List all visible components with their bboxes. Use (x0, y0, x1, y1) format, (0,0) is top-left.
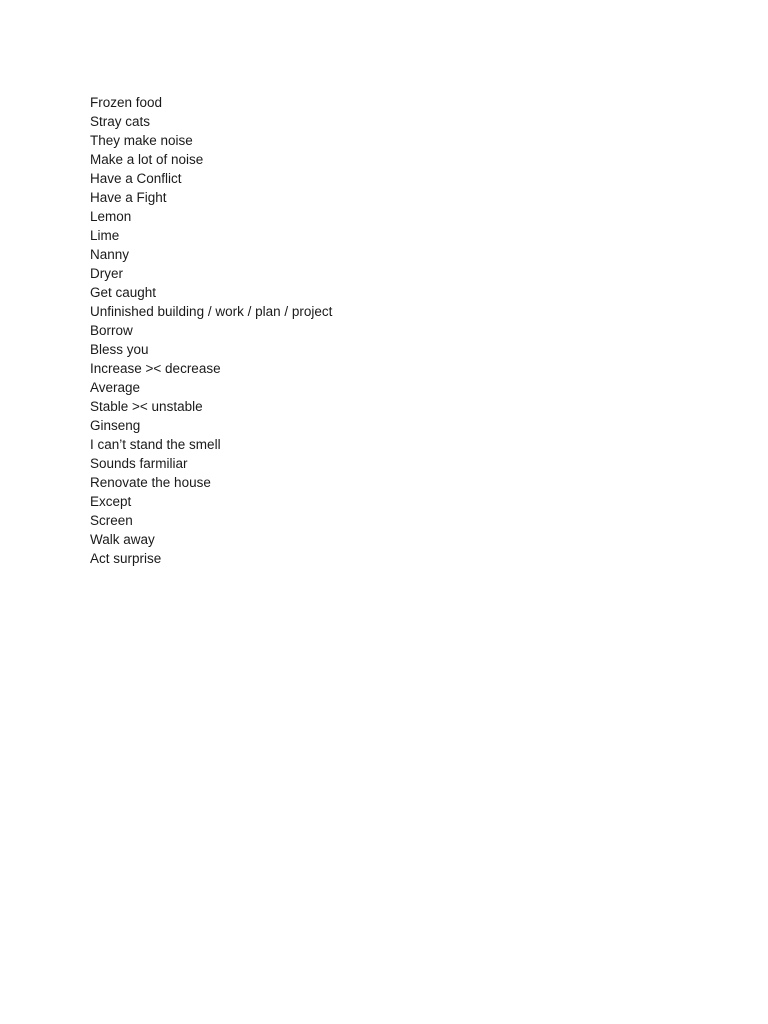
list-item: Have a Conflict (90, 171, 182, 186)
list-item: Increase >< decrease (90, 361, 221, 376)
list-item: Stray cats (90, 114, 151, 129)
list-item: Nanny (90, 247, 130, 262)
list-item: Lemon (90, 209, 132, 224)
list-item: Get caught (90, 285, 157, 300)
list-item: Make a lot of noise (90, 152, 204, 167)
list-item: Borrow (90, 323, 133, 338)
list-item: Renovate the house (90, 475, 211, 490)
list-item: Walk away (90, 532, 155, 547)
list-item: Act surprise (90, 551, 162, 566)
list-item: They make noise (90, 133, 193, 148)
list-item: Bless you (90, 342, 149, 357)
list-item: Stable >< unstable (90, 399, 203, 414)
list-item: Have a Fight (90, 190, 167, 205)
list-item: Frozen food (90, 95, 163, 110)
list-item: I can’t stand the smell (90, 437, 221, 452)
list-item: Dryer (90, 266, 123, 281)
list-item: Screen (90, 513, 133, 528)
list-item: Average (90, 380, 141, 395)
list-item: Sounds farmiliar (90, 456, 188, 471)
list-item: Lime (90, 228, 120, 243)
vocabulary-list (90, 93, 332, 568)
list-item: Ginseng (90, 418, 141, 433)
list-item: Except (90, 494, 132, 509)
list-item: Unfinished building / work / plan / project (90, 304, 333, 319)
